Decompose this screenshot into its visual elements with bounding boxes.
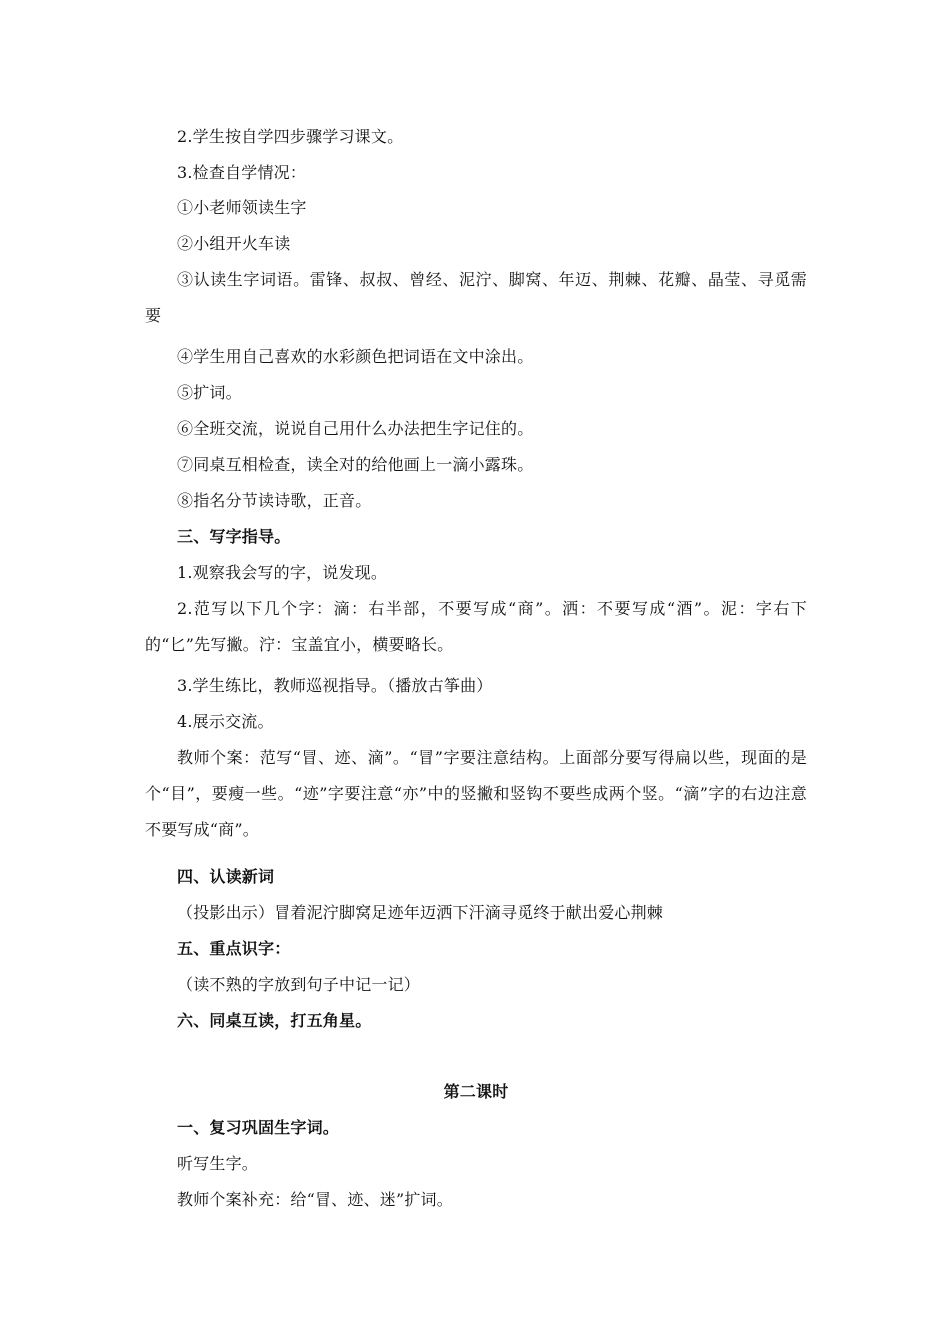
paragraph-sub-1: ①小老师领读生字: [177, 198, 307, 217]
paragraph-step-2: 2.学生按自学四步骤学习课文。: [177, 127, 404, 146]
heading-review: 一、复习巩固生字词。: [177, 1118, 340, 1137]
paragraph-writing-3: 3.学生练比，教师巡视指导。（播放古筝曲）: [177, 676, 493, 695]
paragraph-sub-6: ⑥全班交流，说说自己用什么办法把生字记住的。: [177, 419, 534, 438]
paragraph-sub-8: ⑧指名分节读诗歌，正音。: [177, 491, 372, 510]
paragraph-sub-3: ③认读生字词语。雷锋、叔叔、曾经、泥泞、脚窝、年迈、荆棘、花瓣、晶莹、寻觅需要: [145, 270, 807, 325]
paragraph-teacher-supplement: 教师个案补充：给“冒、迹、迷”扩词。: [177, 1190, 453, 1209]
heading-key-characters: 五、重点识字：: [177, 939, 291, 958]
paragraph-sub-7: ⑦同桌互相检查，读全对的给他画上一滴小露珠。: [177, 455, 534, 474]
paragraph-writing-1: 1.观察我会写的字，说发现。: [177, 563, 388, 582]
paragraph-writing-4: 4.展示交流。: [177, 712, 274, 731]
paragraph-sub-4: ④学生用自己喜欢的水彩颜色把词语在文中涂出。: [177, 347, 534, 366]
heading-writing-guide: 三、写字指导。: [177, 527, 291, 546]
paragraph-step-3: 3.检查自学情况：: [177, 163, 307, 182]
heading-new-words: 四、认读新词: [177, 867, 275, 886]
section-title-second-lesson: 第二课时: [443, 1082, 509, 1101]
paragraph-key-characters: （读不熟的字放到句子中记一记）: [177, 975, 421, 994]
paragraph-new-words: （投影出示）冒着泥泞脚窝足迹年迈洒下汗滴寻觅终于献出爱心荆棘: [177, 903, 664, 922]
paragraph-dictation: 听写生字。: [177, 1154, 259, 1173]
paragraph-sub-2: ②小组开火车读: [177, 234, 291, 253]
paragraph-sub-5: ⑤扩词。: [177, 383, 242, 402]
paragraph-writing-2: 2.范写以下几个字：滴：右半部，不要写成“商”。洒：不要写成“酒”。泥：字右下的“匕”先写撇。泞：宝盖宜小，横要略长。: [145, 599, 807, 654]
heading-peer-reading: 六、同桌互读，打五角星。: [177, 1011, 372, 1030]
paragraph-teacher-case: 教师个案：范写“冒、迹、滴”。“冒”字要注意结构。上面部分要写得扁以些，现面的是个“目”，要瘦一些。“迹”字要注意“亦”中的竖撇和竖钩不要些成两个竖。“滴”字的右边注意不要写成“商”。: [145, 748, 807, 839]
